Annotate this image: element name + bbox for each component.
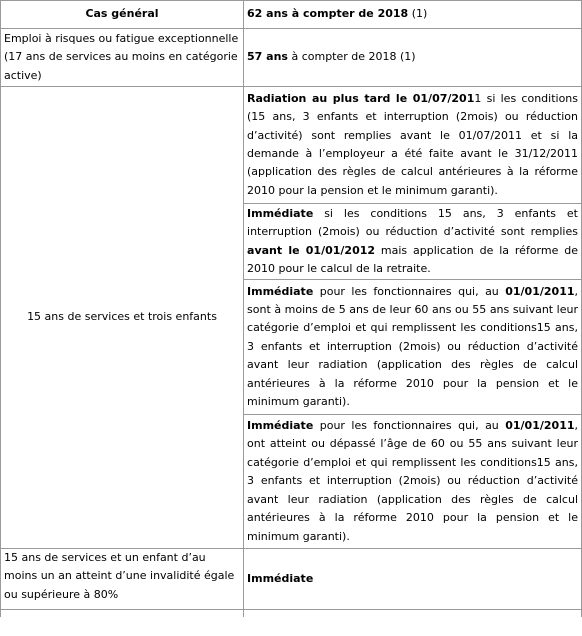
row2-sub3-text1: pour les fonctionnaires qui, au <box>313 284 506 298</box>
header-cell-age <box>244 1 582 29</box>
row2-sub3-bold1: Immédiate <box>247 284 314 298</box>
row2-sub1-bold: Radiation au plus tard le 01/07/201 <box>247 91 475 105</box>
row1-right-bold: 57 ans <box>247 50 288 64</box>
row1-right-cell <box>244 29 582 87</box>
table-row <box>1 610 582 618</box>
row2-sub2-text1: si les conditions 15 ans, 3 enfants et interruption (2mois) ou réduction d’activité sont remplies <box>247 206 578 239</box>
row2-sub4-text1: pour les fonctionnaires qui, au <box>313 419 506 433</box>
table-row <box>1 29 582 87</box>
row4-left-cell <box>1 610 244 618</box>
row1-left-cell <box>1 29 244 87</box>
row3-left-text: 15 ans de services et un enfant d’au moins un an atteint d’une invalidité égale ou supérieure à 80% <box>4 551 235 601</box>
row4-right-cell <box>244 610 582 618</box>
table-row <box>1 87 582 204</box>
row3-right-bold: Immédiate <box>247 571 314 585</box>
row2-left-cell <box>1 87 244 549</box>
row2-sub2-bold1: Immédiate <box>247 206 314 220</box>
row2-subcell-3 <box>244 280 582 415</box>
header-right-label: 62 ans à compter de 2018 <box>247 7 409 21</box>
row2-sub2-bold2: avant le 01/01/2012 <box>247 243 376 257</box>
row2-subcell-2 <box>244 204 582 280</box>
row2-sub2-text2: mais application de la réforme de 2010 pour le calcul de la retraite. <box>247 243 578 275</box>
header-cell-general-case <box>1 1 244 29</box>
row2-sub4-bold2: 01/01/2011 <box>505 419 575 433</box>
row2-subcell-4 <box>244 415 582 549</box>
row1-right-text: à compter de 2018 (1) <box>287 50 416 64</box>
row3-left-cell <box>1 549 244 610</box>
table-header-row <box>1 1 582 29</box>
header-left-label: Cas général <box>85 7 159 21</box>
row3-right-cell <box>244 549 582 610</box>
row2-sub4-bold1: Immédiate <box>247 419 314 433</box>
row2-left-text: 15 ans de services et trois enfants <box>27 310 217 324</box>
row2-subcell-1 <box>244 87 582 204</box>
table-row <box>1 549 582 610</box>
row2-sub3-bold2: 01/01/2011 <box>505 284 575 298</box>
header-right-suffix: (1) <box>408 7 428 21</box>
row2-sub3-text2: , sont à moins de 5 ans de leur 60 ans ou 55 ans suivant leur catégorie d’emploi et qui remplissent les conditions15 ans, 3 enfants et interruption (2mois) ou réduction d’activité avant leur radiation (application des règles de calcul antérieures à la réforme 2010 pour la pension et le minimum garanti). <box>247 284 578 409</box>
row2-sub4-text2: , ont atteint ou dépassé l’âge de 60 ou 55 ans suivant leur catégorie d’emploi et qui remplissent les conditions15 ans, 3 enfants et interruption (2mois) ou réduction d’activité avant leur radiation (application des règles de calcul antérieures à la réforme 2010 pour la pension et le minimum garanti). <box>247 419 578 543</box>
row2-sub1-text: 1 si les conditions (15 ans, 3 enfants et interruption (2mois) ou réduction d’activité) sont remplies avant le 01/07/2011 et si la demande à l’employeur a été faite avant le 31/12/2011 (application des règles de calcul antérieures à la réforme 2010 pour la pension et le minimum garanti). <box>247 91 579 197</box>
row1-left-text: Emploi à risques ou fatigue exceptionnelle (17 ans de services au moins en catégorie active) <box>4 31 239 82</box>
